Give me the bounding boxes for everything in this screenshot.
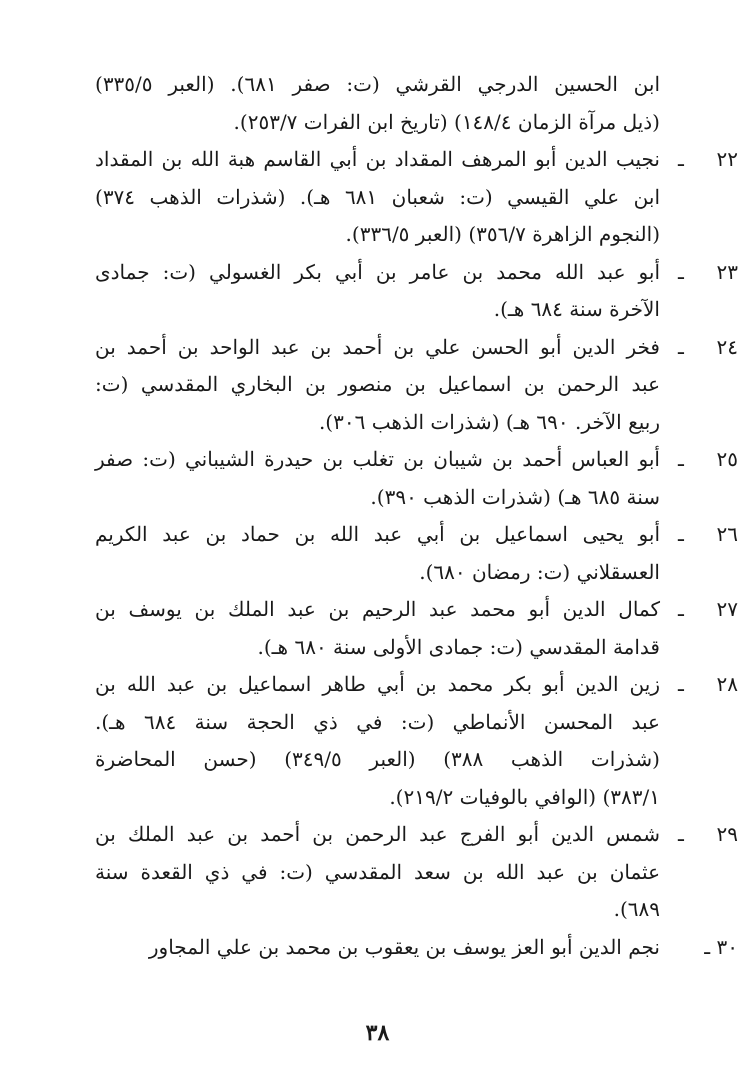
- entry-line: أبو عبد الله محمد بن عامر بن أبي بكر الغسولي (ت: جمادى: [95, 259, 660, 284]
- entry-number: ٢٥ ـ: [678, 447, 738, 471]
- entry-line: زين الدين أبو بكر محمد بن أبي طاهر اسماعيل بن عبد الله بن: [95, 672, 660, 696]
- entry-number: ٢٦ ـ: [678, 522, 738, 546]
- entry-number: ٣٠ ـ: [704, 934, 738, 959]
- entry-number: ٢٢ ـ: [678, 147, 738, 171]
- entry-line: عثمان بن عبد الله بن سعد المقدسي (ت: في ذي القعدة سنة: [95, 859, 660, 884]
- entry-line: ربيع الآخر. ٦٩٠ هـ) (شذرات الذهب ٣٠٦).: [318, 409, 660, 434]
- entry-number: ٢٧ ـ: [678, 597, 738, 621]
- entry-line: أبو يحيى اسماعيل بن أبي عبد الله بن حماد بن عبد الكريم: [95, 522, 661, 546]
- page-number: ٣٨: [365, 1020, 390, 1046]
- entry-line: كمال الدين أبو محمد عبد الرحيم بن عبد الملك بن يوسف بن: [95, 597, 660, 621]
- entry-line: (شذرات الذهب ٣٨٨) (العبر ٣٤٩/٥) (حسن المحاضرة: [95, 747, 660, 771]
- entry-line: (النجوم الزاهرة ٣٥٦/٧) (العبر ٣٣٦/٥).: [345, 222, 660, 246]
- entry-29: [95, 816, 738, 929]
- entry-25: [95, 441, 738, 516]
- entry-line: عبد المحسن الأنماطي (ت: في ذي الحجة سنة ٦٨٤ هـ).: [95, 709, 660, 734]
- entry-line: أبو العباس أحمد بن شيبان بن تغلب بن حيدرة الشيباني (ت: صفر: [95, 447, 660, 471]
- entry-27: [95, 591, 738, 666]
- entry-number: ٢٤ ـ: [678, 334, 738, 359]
- entry-number: ٢٨ ـ: [678, 672, 738, 696]
- entry-22: [95, 141, 738, 254]
- entry-line: عبد الرحمن بن اسماعيل بن منصور بن البخاري المقدسي (ت:: [95, 372, 660, 396]
- entry-line: الآخرة سنة ٦٨٤ هـ).: [493, 297, 660, 321]
- entry-line: سنة ٦٨٥ هـ) (شذرات الذهب ٣٩٠).: [370, 484, 660, 509]
- entry-line: فخر الدين أبو الحسن علي بن أحمد بن عبد الواحد بن أحمد بن: [95, 334, 660, 359]
- entry-number: ٢٩ ـ: [678, 822, 738, 846]
- entry-26: [95, 516, 738, 591]
- entry-line: ٣٨٣/١) (الوافي بالوفيات ٢١٩/٢).: [389, 784, 660, 809]
- entry-line: العسقلاني (ت: رمضان ٦٨٠).: [419, 559, 660, 584]
- entry-line: نجيب الدين أبو المرهف المقداد بن أبي القاسم هبة الله بن المقداد: [95, 147, 660, 171]
- entry-line: نجم الدين أبو العز يوسف بن يعقوب بن محمد بن علي المجاور: [148, 934, 660, 959]
- entry-line: ابن علي القيسي (ت: شعبان ٦٨١ هـ). (شذرات الذهب ٣٧٤): [95, 184, 661, 209]
- biography-list: [95, 66, 738, 966]
- entry-line: شمس الدين أبو الفرج عبد الرحمن بن أحمد بن عبد الملك بن: [95, 822, 660, 846]
- intro-line: (ذيل مرآة الزمان ١٤٨/٤) (تاريخ ابن الفرات ٢٥٣/٧).: [233, 109, 660, 134]
- entry-line: ٦٨٩).: [613, 897, 660, 921]
- intro-line: ابن الحسين الدرجي القرشي (ت: صفر ٦٨١). (العبر ٣٣٥/٥): [95, 72, 661, 96]
- intro-continuation: [95, 66, 660, 141]
- entry-30: [95, 929, 738, 967]
- entry-28: [95, 666, 738, 816]
- entry-24: [95, 329, 738, 442]
- entry-number: ٢٣ ـ: [678, 259, 738, 284]
- entry-line: قدامة المقدسي (ت: جمادى الأولى سنة ٦٨٠ هـ).: [257, 634, 660, 659]
- entry-23: [95, 254, 738, 329]
